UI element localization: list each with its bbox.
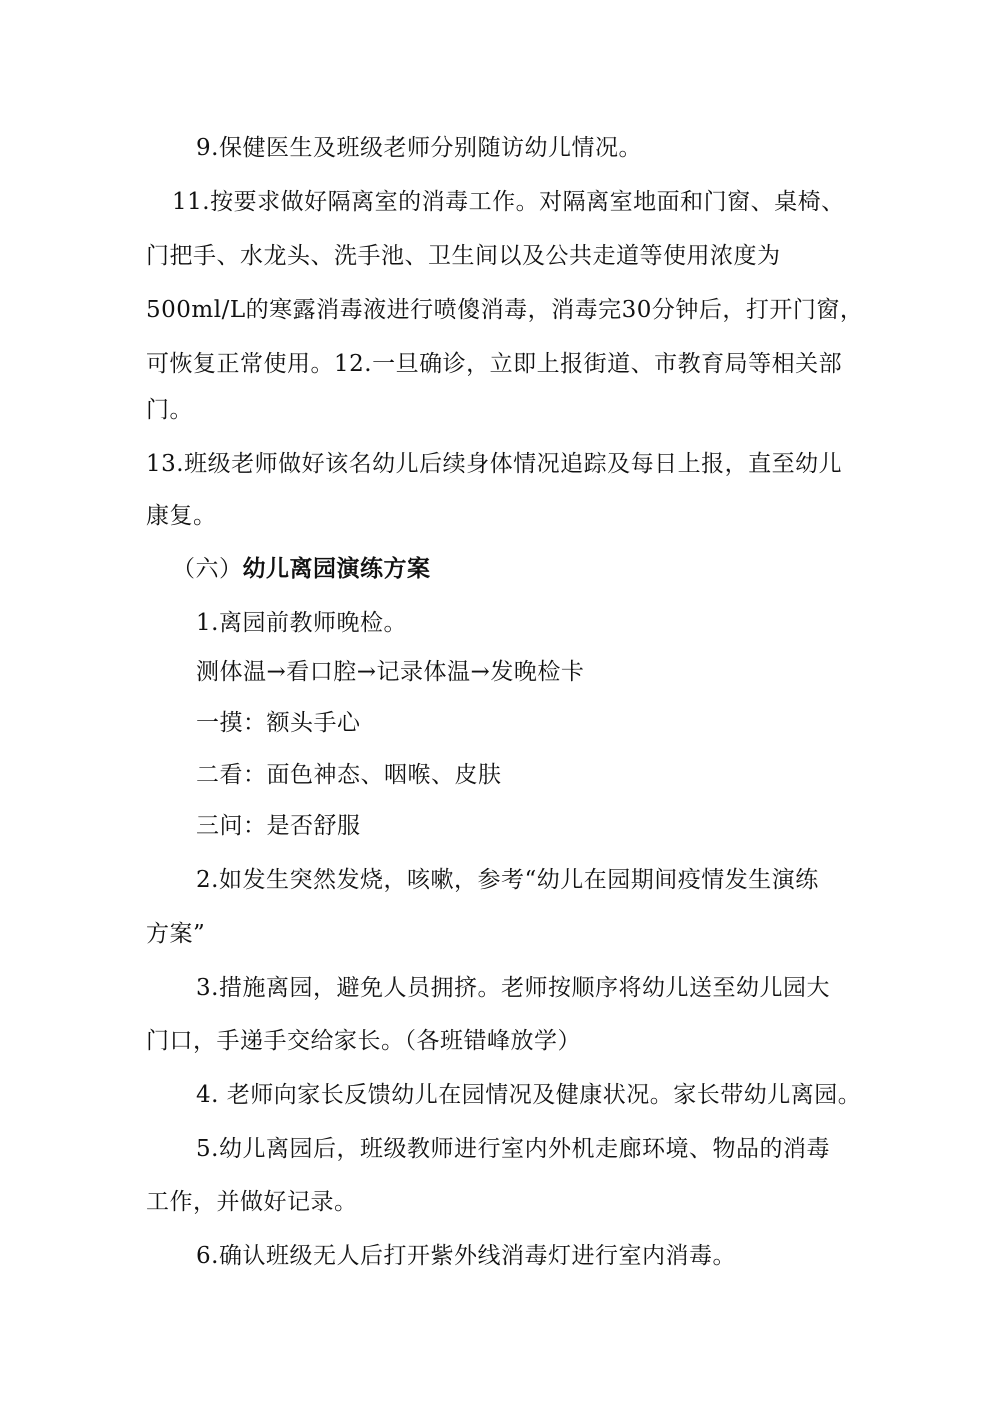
section-number: （六） xyxy=(172,556,243,582)
text-line: 500ml/L的寒露消毒液进行喷傻消毒，消毒完30分钟后，打开门窗， xyxy=(146,297,864,323)
text-line: 门口，手递手交给家长。（各班错峰放学） xyxy=(146,1028,581,1054)
text-line: 康复。 xyxy=(146,503,217,529)
text-line: 门。 xyxy=(146,397,193,423)
text-line: 二看：面色神态、咽喉、皮肤 xyxy=(196,762,502,788)
text-line-step1: 1.离园前教师晚检。 xyxy=(196,610,407,636)
text-line-step2: 2.如发生突然发烧，咳嗽，参考“幼儿在园期间疫情发生演练 xyxy=(196,867,819,893)
text-line-step5: 5.幼儿离园后，班级教师进行室内外机走廊环境、物品的消毒 xyxy=(196,1136,830,1162)
text-line-flow: 测体温→看口腔→记录体温→发晚检卡 xyxy=(196,659,585,685)
text-line-step4: 4. 老师向家长反馈幼儿在园情况及健康状况。家长带幼儿离园。 xyxy=(196,1082,862,1108)
text-line: 三问：是否舒服 xyxy=(196,813,361,839)
section-title: 幼儿离园演练方案 xyxy=(242,555,431,582)
text-line-item13: 13.班级老师做好该名幼儿后续身体情况追踪及每日上报，直至幼儿 xyxy=(146,451,843,477)
text-line-step6: 6.确认班级无人后打开紫外线消毒灯进行室内消毒。 xyxy=(196,1243,736,1269)
text-line-item11: 11.按要求做好隔离室的消毒工作。对隔离室地面和门窗、桌椅、 xyxy=(172,189,845,215)
text-line: 一摸：额头手心 xyxy=(196,710,361,736)
text-line: 门把手、水龙头、洗手池、卫生间以及公共走道等使用浓度为 xyxy=(146,243,781,269)
text-line: 方案” xyxy=(146,921,206,947)
text-line-step3: 3.措施离园，避免人员拥挤。老师按顺序将幼儿送至幼儿园大 xyxy=(196,975,830,1001)
text-line: 工作，并做好记录。 xyxy=(146,1189,358,1215)
text-line-item9: 9.保健医生及班级老师分别随访幼儿情况。 xyxy=(196,135,642,161)
section-heading xyxy=(172,549,892,589)
text-line-item12: 可恢复正常使用。12.一旦确诊，立即上报街道、市教育局等相关部 xyxy=(146,351,843,377)
